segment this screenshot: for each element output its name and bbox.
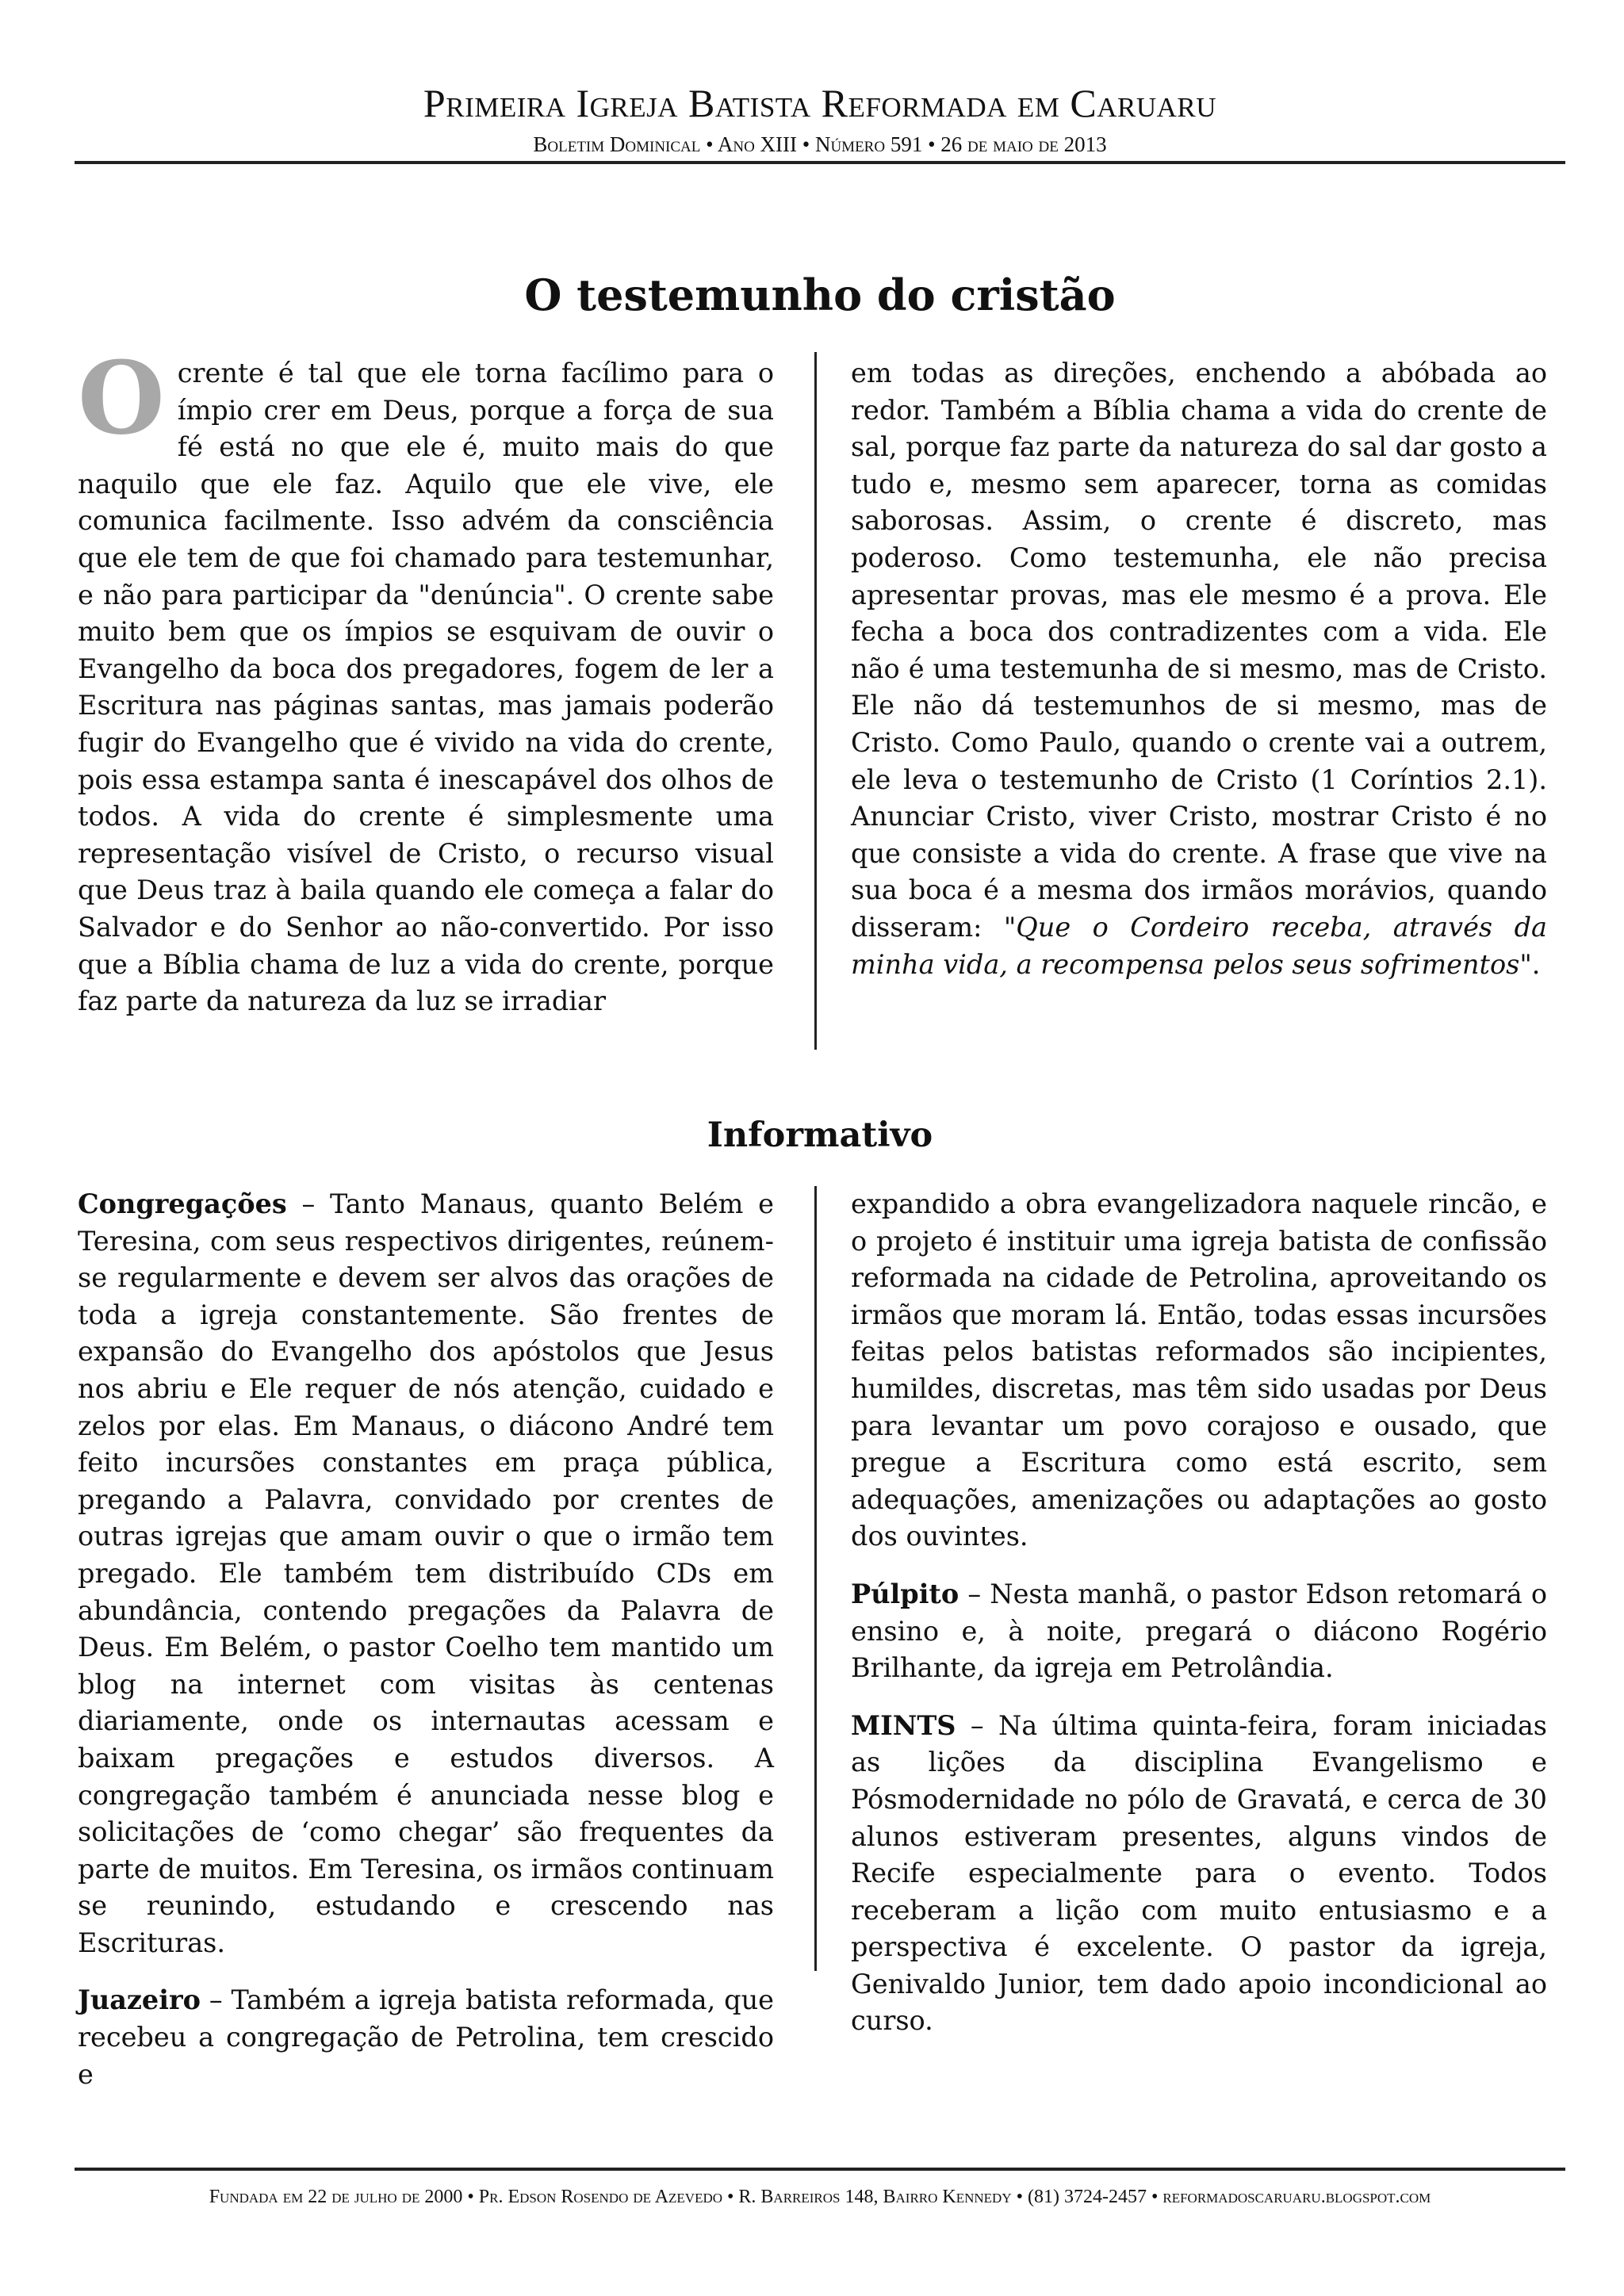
moravian-quote: "Que o Cordeiro receba, através da minha vida, a recompensa pelos seus sofrimentos"	[851, 911, 1547, 980]
juazeiro-text: – Também a igreja batista reformada, que recebeu a congregação de Petrolina, tem crescido e	[78, 1984, 774, 2090]
footer-info: Fundada em 22 de julho de 2000 • Pr. Edson Rosendo de Azevedo • R. Barreiros 148, Bairro Kennedy • (81) 3724-2457 • reformadoscaruaru.blogspot.com	[209, 2187, 1431, 2207]
juazeiro-label: Juazeiro	[78, 1984, 201, 2016]
mints-label: MINTS	[851, 1709, 956, 1741]
article-title: O testemunho do cristão	[524, 270, 1116, 320]
article-column-left	[78, 339, 774, 1053]
juazeiro-paragraph	[78, 1982, 774, 2093]
article-text-col1: crente é tal que ele torna facílimo para o ímpio crer em Deus, porque a força de sua fé está no que ele é, muito mais do que naquilo que ele faz. Aquilo que ele vive, ele comunica facilmente. Isso advém da consciência que ele tem de que foi chamado para testemunhar, e não para participar da "denúncia". O crente sabe muito bem que os ímpios se esquivam de ouvir o Evangelho da boca dos pregadores, fogem de ler a Escritura nas páginas santas, mas jamais poderão fugir do Evangelho que é vivido na vida do crente, pois essa estampa santa é inescapável dos olhos de todos. A vida do crente é simplesmente uma representação visível de Cristo, o recurso visual que Deus traz à baila quando ele começa a falar do Salvador e do Senhor ao não-convertido. Por isso que a Bíblia chama de luz a vida do crente, porque faz parte da natureza da luz se irradiar	[78, 358, 774, 1017]
juazeiro-continued: expandido a obra evangelizadora naquele rincão, e o projeto é instituir uma igreja batista de confissão reformada na cidade de Petrolina, aproveitando os irmãos que moram lá. Então, todas essas incursões feitas pelos batistas reformados são incipientes, humildes, discretas, mas têm sido usadas por Deus para levantar um povo corajoso e ousado, que pregue a Escritura como está escrito, sem adequações, amenizações ou adaptações ao gosto dos ouvintes.	[851, 1188, 1547, 1552]
congregacoes-text: – Tanto Manaus, quanto Belém e Teresina, com seus respectivos dirigentes, reúnem-se regularmente e devem ser alvos das orações de toda a igreja constantemente. São frentes de expansão do Evangelho dos apóstolos que Jesus nos abriu e Ele requer de nós atenção, cuidado e zelos por elas. Em Manaus, o diácono André tem feito incursões constantes em praça pública, pregando a Palavra, convidado por crentes de outras igrejas que amam ouvir o que o irmão tem pregado. Ele também tem distribuído CDs em abundância, contendo pregações da Palavra de Deus. Em Belém, o pastor Coelho tem mantido um blog na internet com visitas às centenas diariamente, onde os internautas acessam e baixam pregações e estudos diversos. A congregação também é anunciada nesse blog e solicitações de ‘como chegar’ são frequentes da parte de muitos. Em Teresina, os irmãos continuam se reunindo, estudando e crescendo nas Escrituras.	[78, 1188, 774, 1958]
article-text-col2: em todas as direções, enchendo a abóbada ao redor. Também a Bíblia chama a vida do crente de sal, porque faz parte da natureza do sal dar gosto a tudo e, mesmo sem aparecer, torna as comidas saborosas. Assim, o crente é discreto, mas poderoso. Como testemunha, ele não precisa apresentar provas, mas ele mesmo é a prova. Ele fecha a boca dos contradizentes com a vida. Ele não é uma testemunha de si mesmo, mas de Cristo. Ele não dá testemunhos de si mesmo, mas de Cristo. Como Paulo, quando o crente vai a outrem, ele leva o testemunho de Cristo (1 Coríntios 2.1). Anunciar Cristo, viver Cristo, mostrar Cristo é no que consiste a vida do crente. A frase que vive na sua boca é a mesma dos irmãos morávios, quando disseram:	[851, 358, 1547, 943]
informativo-column-left	[78, 1186, 774, 2090]
pulpito-paragraph	[851, 1576, 1547, 1687]
mints-paragraph	[851, 1708, 1547, 2040]
article-paragraph-2	[851, 355, 1547, 983]
column-divider-article	[814, 352, 817, 1050]
informativo-title: Informativo	[707, 1115, 933, 1155]
mints-text: – Na última quinta-feira, foram iniciadas as lições da disciplina Evangelismo e Pósmodernidade no pólo de Gravatá, e cerca de 30 alunos estiveram presentes, alguns vindos de Recife especialmente para o evento. Todos receberam a lição com muito entusiasmo e a perspectiva é excelente. O pastor da igreja, Genivaldo Junior, tem dado apoio incondicional ao curso.	[851, 1709, 1547, 2037]
informativo-column-right	[851, 1186, 1547, 2037]
pulpito-text: – Nesta manhã, o pastor Edson retomará o ensino e, à noite, pregará o diácono Rogério Brilhante, da igreja em Petrolândia.	[851, 1578, 1547, 1684]
bulletin-info: Boletim Dominical • Ano XIII • Número 591 • 26 de maio de 2013	[533, 132, 1107, 156]
congregacoes-label: Congregações	[78, 1188, 287, 1219]
header-rule	[75, 161, 1565, 164]
footer-rule	[75, 2168, 1565, 2171]
pulpito-label: Púlpito	[851, 1578, 959, 1609]
article-end: .	[1531, 948, 1541, 980]
article-paragraph-1	[78, 339, 774, 1020]
drop-cap: O	[78, 339, 165, 457]
masthead	[75, 79, 1565, 157]
column-divider-informativo	[814, 1186, 817, 1971]
article-column-right	[851, 355, 1547, 1053]
church-name: Primeira Igreja Batista Reformada em Caruaru	[423, 81, 1217, 125]
congregacoes-paragraph	[78, 1186, 774, 1961]
